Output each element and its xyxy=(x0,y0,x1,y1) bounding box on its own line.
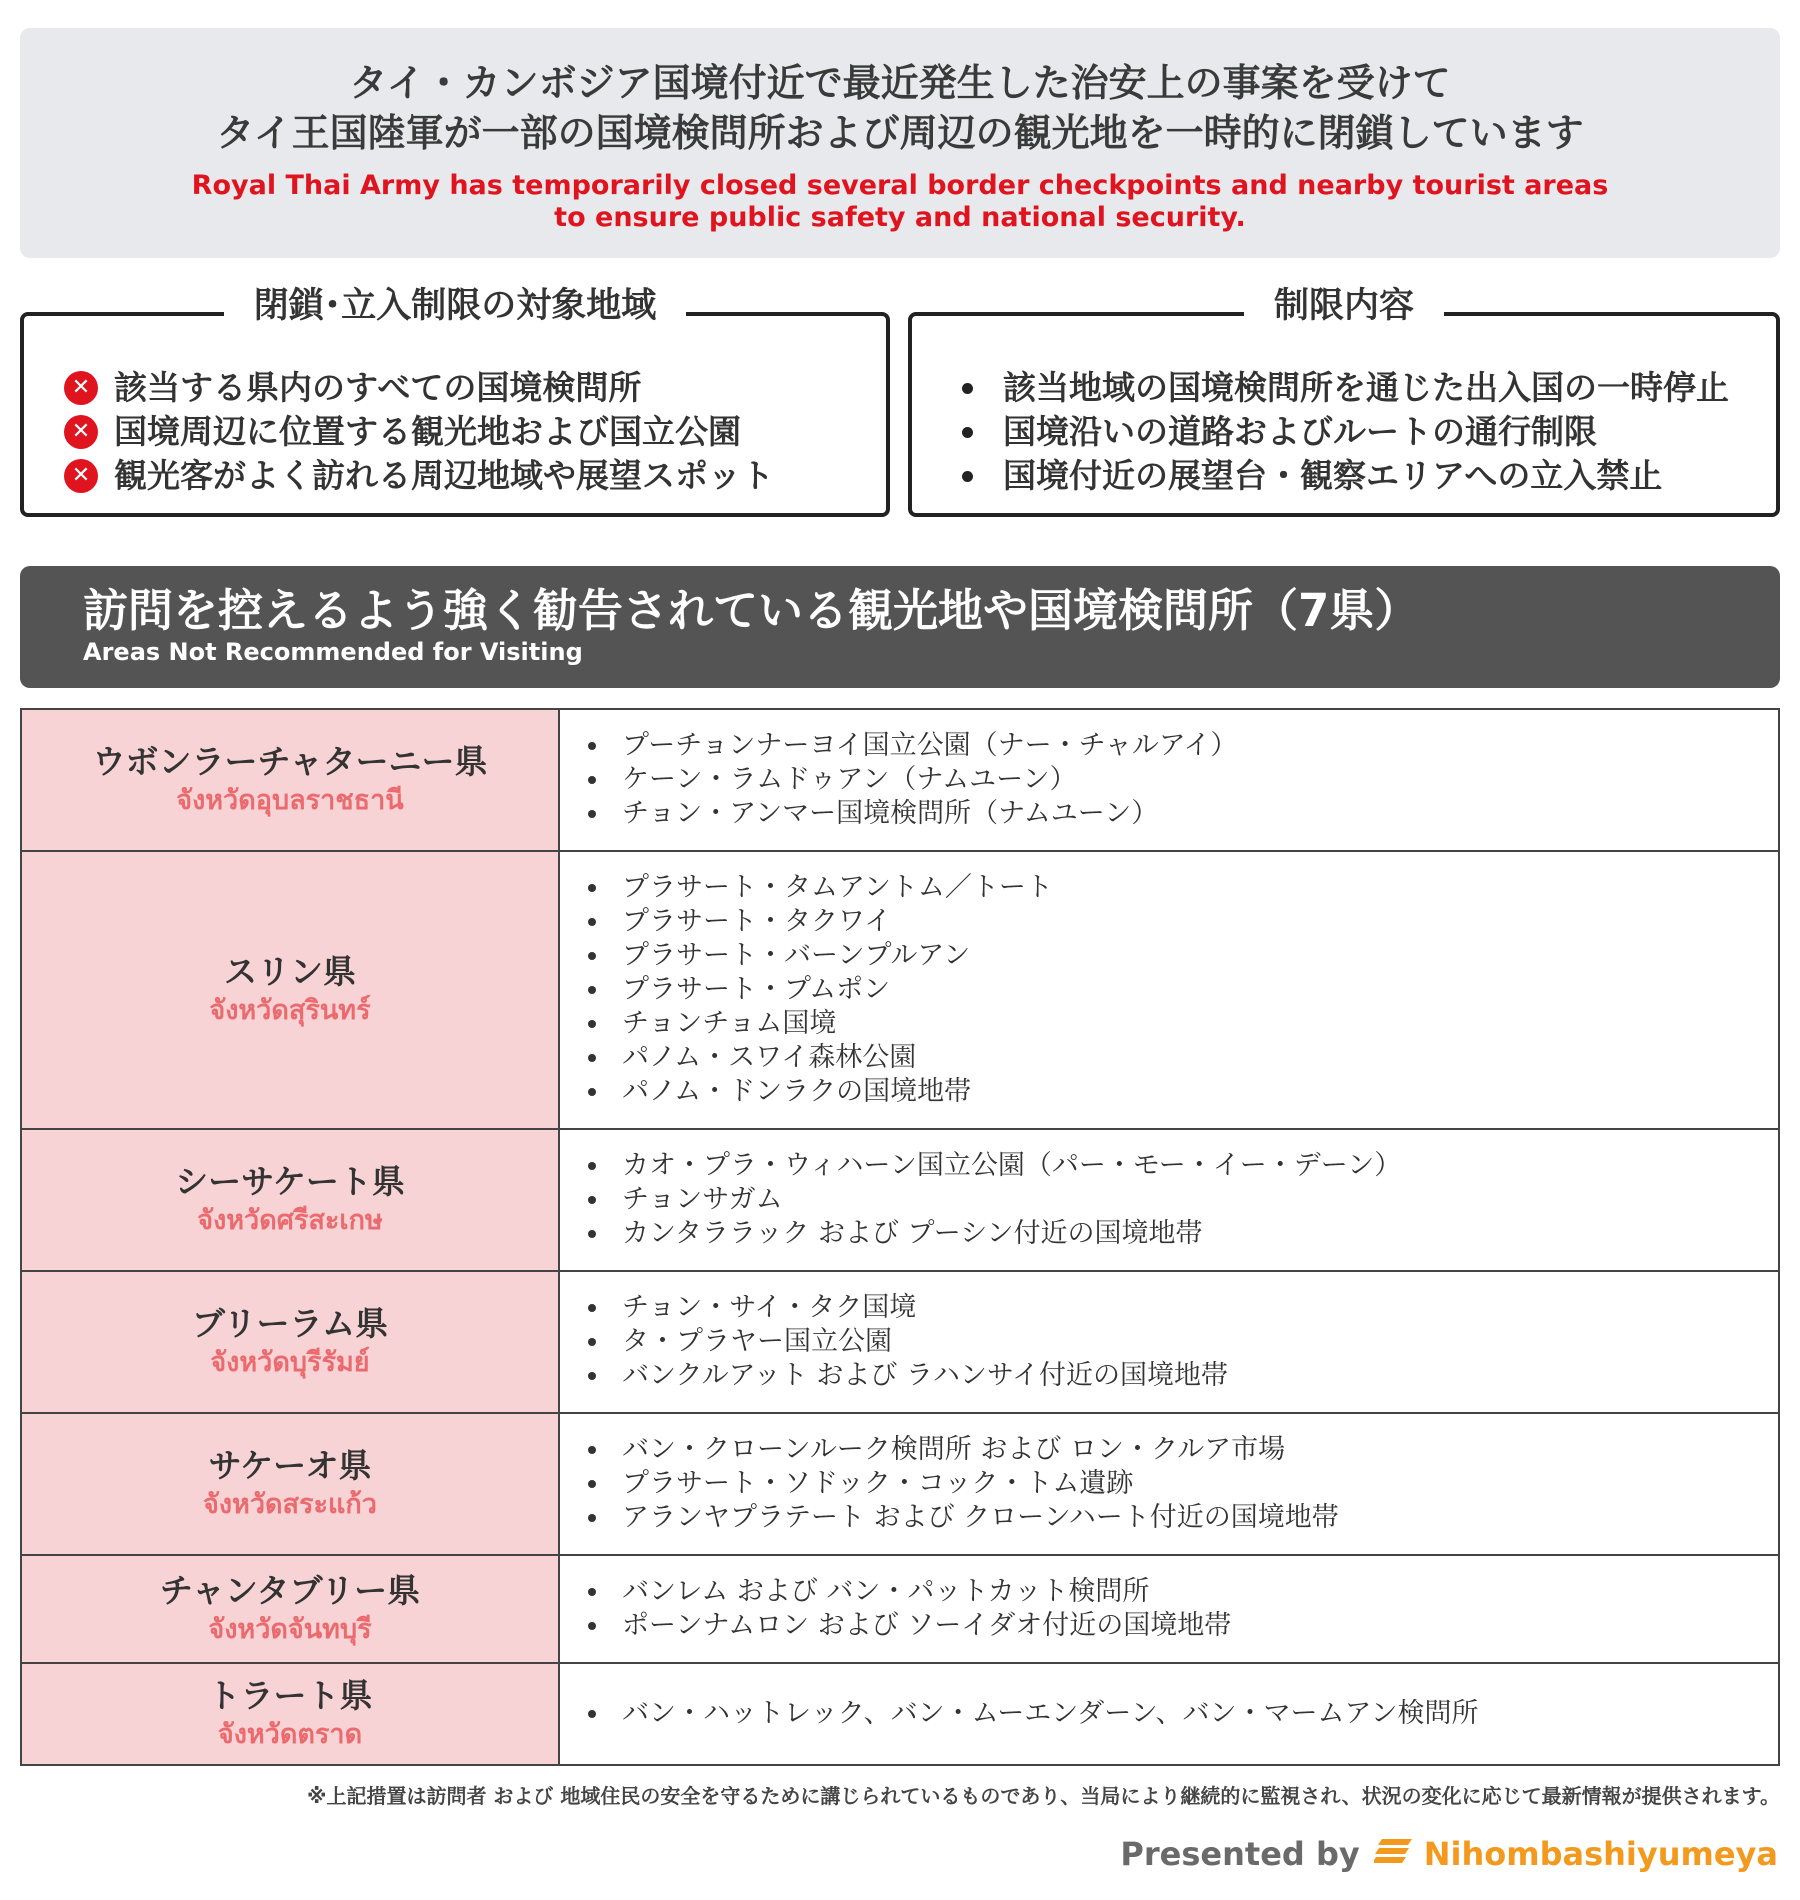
close-icon: ✕ xyxy=(64,371,98,405)
list-item: バンクルアット および ラハンサイ付近の国境地帯 xyxy=(588,1359,1778,1393)
list-item xyxy=(952,454,1756,498)
sites-cell xyxy=(559,1413,1779,1555)
province-cell xyxy=(21,851,559,1129)
header-banner xyxy=(20,28,1780,258)
province-name-jp: トラート県 xyxy=(207,1676,373,1715)
restrictions-box xyxy=(908,286,1780,517)
list-item-text: 観光客がよく訪れる周辺地域や展望スポット xyxy=(114,456,774,495)
province-name-jp: ブリーラム県 xyxy=(191,1304,389,1343)
table-row xyxy=(21,1663,1779,1765)
list-item: カンタララック および プーシン付近の国境地帯 xyxy=(588,1217,1778,1251)
list-item-text: 該当する県内のすべての国境検問所 xyxy=(114,368,642,407)
section-title: 訪問を控えるよう強く勧告されている観光地や国境検問所（7県） xyxy=(83,584,1420,637)
list-item: パノム・スワイ森林公園 xyxy=(588,1041,1778,1075)
province-name-jp: サケーオ県 xyxy=(208,1446,372,1485)
table-row xyxy=(21,1129,1779,1271)
list-item: ケーン・ラムドゥアン（ナムユーン） xyxy=(588,763,1778,797)
province-cell xyxy=(21,1129,559,1271)
list-item: バン・ハットレック、バン・ムーエンダーン、バン・マームアン検問所 xyxy=(588,1697,1778,1731)
table-row xyxy=(21,1271,1779,1413)
list-item-text: 国境周辺に位置する観光地および国立公園 xyxy=(114,412,741,451)
banner-en-line2: to ensure public safety and national security. xyxy=(554,202,1246,233)
list-item: アランヤプラテート および クローンハート付近の国境地帯 xyxy=(588,1501,1778,1535)
sites-cell xyxy=(559,1555,1779,1663)
sites-cell xyxy=(559,709,1779,851)
list-item: タ・プラヤー国立公園 xyxy=(588,1325,1778,1359)
list-item xyxy=(952,410,1756,454)
province-cell xyxy=(21,1555,559,1663)
province-cell xyxy=(21,1271,559,1413)
presented-by-label: Presented by xyxy=(1120,1835,1360,1873)
sites-cell xyxy=(559,1271,1779,1413)
list-item-text: 国境沿いの道路およびルートの通行制限 xyxy=(1003,412,1597,451)
table-row xyxy=(21,1413,1779,1555)
list-item xyxy=(64,366,866,410)
close-icon: ✕ xyxy=(64,415,98,449)
section-subtitle: Areas Not Recommended for Visiting xyxy=(83,638,583,666)
list-item: プラサート・ソドック・コック・トム遺跡 xyxy=(588,1467,1778,1501)
banner-english xyxy=(20,170,1780,234)
list-item: プラサート・タクワイ xyxy=(588,905,1778,939)
list-item xyxy=(64,454,866,498)
province-cell xyxy=(21,1413,559,1555)
list-item: カオ・プラ・ウィハーン国立公園（パー・モー・イー・デーン） xyxy=(588,1149,1778,1183)
province-name-th: จังหวัดตราด xyxy=(217,1719,363,1750)
province-cell xyxy=(21,709,559,851)
list-item: パノム・ドンラクの国境地帯 xyxy=(588,1075,1778,1109)
list-item-text: 該当地域の国境検問所を通じた出入国の一時停止 xyxy=(1003,368,1729,407)
list-item: ポーンナムロン および ソーイダオ付近の国境地帯 xyxy=(588,1609,1778,1643)
list-item-text: 国境付近の展望台・観察エリアへの立入禁止 xyxy=(1003,456,1663,495)
province-name-jp: ウボンラーチャターニー県 xyxy=(92,742,488,781)
province-name-th: จังหวัดอุบลราชธานี xyxy=(176,785,404,816)
list-item xyxy=(64,410,866,454)
banner-title-line2: タイ王国陸軍が一部の国境検問所および周辺の観光地を一時的に閉鎖しています xyxy=(216,111,1584,155)
stripe-logo-icon xyxy=(1374,1835,1414,1873)
bullet-icon xyxy=(962,427,973,438)
table-row xyxy=(21,851,1779,1129)
section-header xyxy=(20,566,1780,688)
target-areas-title: 閉鎖･立入制限の対象地域 xyxy=(224,286,687,326)
sites-cell xyxy=(559,851,1779,1129)
close-icon: ✕ xyxy=(64,459,98,493)
provinces-table xyxy=(20,708,1780,1766)
list-item: チョン・サイ・タク国境 xyxy=(588,1291,1778,1325)
province-name-th: จังหวัดจันทบุรี xyxy=(208,1614,372,1645)
province-name-jp: スリン県 xyxy=(224,952,356,991)
list-item: プラサート・プムポン xyxy=(588,973,1778,1007)
list-item: バン・クローンルーク検問所 および ロン・クルア市場 xyxy=(588,1433,1778,1467)
list-item: バンレム および バン・パットカット検問所 xyxy=(588,1575,1778,1609)
credit xyxy=(1120,1835,1778,1873)
target-areas-box xyxy=(20,286,890,517)
sites-cell xyxy=(559,1663,1779,1765)
bullet-icon xyxy=(962,383,973,394)
banner-title-line1: タイ・カンボジア国境付近で最近発生した治安上の事案を受けて xyxy=(349,61,1451,105)
province-cell xyxy=(21,1663,559,1765)
list-item: チョンサガム xyxy=(588,1183,1778,1217)
table-row xyxy=(21,1555,1779,1663)
list-item: プーチョンナーヨイ国立公園（ナー・チャルアイ） xyxy=(588,729,1778,763)
bullet-icon xyxy=(962,471,973,482)
banner-en-line1: Royal Thai Army has temporarily closed several border checkpoints and nearby tourist areas xyxy=(191,170,1609,201)
list-item: チョンチョム国境 xyxy=(588,1007,1778,1041)
province-name-th: จังหวัดสุรินทร์ xyxy=(209,995,371,1026)
brand-name: Nihombashiyumeya xyxy=(1423,1835,1778,1873)
list-item xyxy=(952,366,1756,410)
restrictions-list xyxy=(952,366,1756,498)
province-name-jp: チャンタブリー県 xyxy=(159,1571,421,1610)
restrictions-title: 制限内容 xyxy=(1244,286,1444,326)
list-item: チョン・アンマー国境検問所（ナムユーン） xyxy=(588,797,1778,831)
banner-title xyxy=(20,58,1780,158)
province-name-th: จังหวัดบุรีรัมย์ xyxy=(210,1347,370,1378)
target-areas-list xyxy=(64,366,866,498)
list-item: プラサート・タムアントム／トート xyxy=(588,871,1778,905)
province-name-jp: シーサケート県 xyxy=(175,1162,405,1201)
province-name-th: จังหวัดสระแก้ว xyxy=(203,1489,377,1520)
province-name-th: จังหวัดศรีสะเกษ xyxy=(197,1205,383,1236)
footnote: ※上記措置は訪問者 および 地域住民の安全を守るために講じられているものであり、当局により継続的に監視され、状況の変化に応じて最新情報が提供されます。 xyxy=(307,1784,1780,1808)
table-row xyxy=(21,709,1779,851)
sites-cell xyxy=(559,1129,1779,1271)
list-item: プラサート・バーンプルアン xyxy=(588,939,1778,973)
